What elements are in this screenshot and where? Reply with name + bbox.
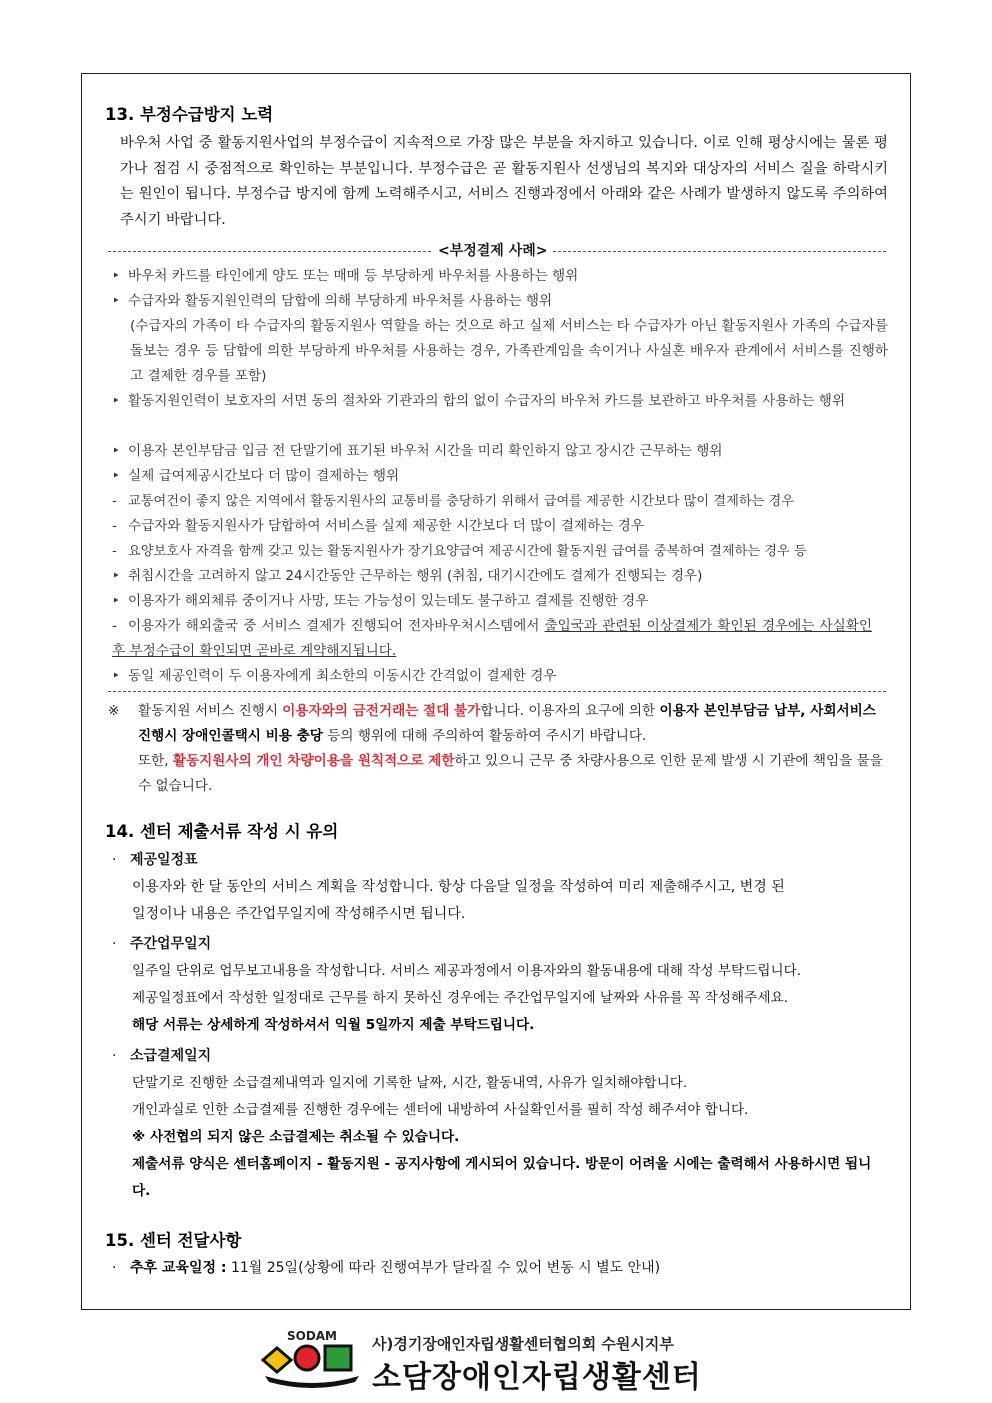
sub-title-weekly: · 주간업무일지 (112, 936, 212, 952)
red-warning-vehicle: 활동지원사의 개인 차량이용을 원칙적으로 제한 (172, 753, 455, 769)
list-item: ‣ 수급자와 활동지원인력의 담합에 의해 부당하게 바우처를 사용하는 행위 (112, 293, 553, 309)
dashed-divider-bottom (108, 691, 886, 692)
weekly-text: 일주일 단위로 업무보고내용을 작성합니다. 서비스 제공과정에서 이용자와의 활동내용에 대해 작성 부탁드립니다. 제공일정표에서 작성한 일정대로 근무를 하지 못하신 경우에는 주간업무일지에 날짜와 사유를 꼭 작성해주세요. 해당 서류는 상세하게 작성하셔서 익월 5일까지 제출 부탁드립니다. (132, 963, 802, 1033)
section-15-title: 15. 센터 전달사항 (105, 1231, 242, 1250)
underlined-warning: 출입국과 관련된 이상결제가 확인된 경우에는 사실확인 후 부정수급이 확인되면 곧바로 계약해지됩니다. (112, 618, 872, 659)
list-item: ‣ 활동지원인력이 보호자의 서면 동의 절차와 기관과의 합의 없이 수급자의 바우처 카드를 보관하고 바우처를 사용하는 행위 (112, 393, 846, 409)
plan-text: 이용자와 한 달 동안의 서비스 계획을 작성합니다. 항상 다음달 일정을 작성하여 미리 제출해주시고, 변경 된 일정이나 내용은 주간업무일지에 작성해주시면 됩니다. (132, 879, 785, 922)
list-item: ‣ 취침시간을 고려하지 않고 24시간동안 근무하는 행위 (취침, 대기시간에도 결제가 진행되는 경우) (112, 568, 703, 584)
sub-title-plan: · 제공일정표 (112, 852, 198, 868)
sub-title-retro: · 소급결제일지 (112, 1048, 212, 1064)
list-item-detail: (수급자의 가족이 타 수급자의 활동지원사 역할을 하는 것으로 하고 실제 서비스는 타 수급자가 아닌 활동지원사 가족의 수급자를 돌보는 경우 등 담합에 의한 부당하게 바우처를 사용하는 경우, 가족관계임을 속이거나 사실혼 배우자 관계에서 서비스를 진행하고 결제한 경우를 포함) (130, 318, 888, 384)
section-13-intro: 바우처 사업 중 활동지원사업의 부정수급이 지속적으로 가장 많은 부분을 차지하고 있습니다. 이로 인해 평상시에는 물론 평가나 점검 시 중점적으로 확인하는 부분입니다. 부정수급은 곧 활동지원사 선생님의 복지와 대상자의 서비스 질을 하락시키는 원인이 됩니다. 부정수급 방지에 함께 노력해주시고, 서비스 진행과정에서 아래와 같은 사례가 발생하지 않도록 주의하여 주시기 바랍니다. (120, 135, 888, 228)
list-item: ‣ 바우처 카드를 타인에게 양도 또는 매매 등 부당하게 바우처를 사용하는 행위 (112, 268, 579, 284)
fraud-cases-title: <부정결제 사례> (432, 240, 553, 260)
logo-text: SODAM (286, 1329, 338, 1343)
list-item: ‣ 동일 제공인력이 두 이용자에게 최소한의 이동시간 간격없이 결제한 경우 (112, 668, 557, 684)
education-schedule: · 추후 교육일정 : 11월 25일(상황에 따라 진행여부가 달라질 수 있어 변동 시 별도 안내) (112, 1260, 661, 1276)
list-item: ‣ 이용자 본인부담금 입금 전 단말기에 표기된 바우처 시간을 미리 확인하지 않고 장시간 근무하는 행위 (112, 443, 723, 459)
list-item: ‣ 실제 급여제공시간보다 더 많이 결제하는 행위 (112, 468, 400, 484)
footer-organization: 사)경기장애인자립생활센터협의회 수원시지부 (372, 1335, 674, 1353)
list-item: - 수급자와 활동지원사가 담합하여 서비스를 실제 제공한 시간보다 더 많이 결제하는 경우 (112, 518, 644, 534)
red-warning-cash: 이용자와의 금전거래는 절대 불가 (282, 703, 481, 719)
list-item: - 교통여건이 좋지 않은 지역에서 활동지원사의 교통비를 충당하기 위해서 급여를 제공한 시간보다 많이 결제하는 경우 (112, 494, 794, 509)
list-item-abroad: - 이용자가 해외출국 중 서비스 결제가 진행되어 전자바우처시스템에서 출입국과 관련된 이상결제가 확인된 경우에는 사실확인 후 부정수급이 확인되면 곧바로 계약해지됩니다. (112, 618, 872, 659)
section-14-title: 14. 센터 제출서류 작성 시 유의 (105, 822, 339, 841)
section-13-title: 13. 부정수급방지 노력 (105, 105, 274, 124)
retro-text: 단말기로 진행한 소급결제내역과 일지에 기록한 날짜, 시간, 활동내역, 사유가 일치해야합니다. 개인과실로 인한 소급결제를 진행한 경우에는 센터에 내방하여 사실확인서를 필히 작성 해주셔야 합니다. ※ 사전협의 되지 않은 소급결제는 취소될 수 있습니다. 제출서류 양식은 센터홈페이지 - 활동지원 - 공지사항에 게시되어 있습니다. 방문이 어려울 시에는 출력해서 사용하시면 됩니다. (132, 1075, 872, 1199)
sodam-logo (255, 1328, 370, 1390)
list-item: - 요양보호사 자격을 함께 갖고 있는 활동지원사가 장기요양급여 제공시간에 활동지원 급여를 중복하여 결제하는 경우 등 (112, 544, 807, 559)
list-item: ‣ 이용자가 해외체류 중이거나 사망, 또는 가능성이 있는데도 불구하고 결제를 진행한 경우 (112, 593, 649, 609)
caution-note: ※ 활동지원 서비스 진행시 이용자와의 금전거래는 절대 불가합니다. 이용자의 요구에 의한 이용자 본인부담금 납부, 사회서비스 진행시 장애인콜택시 비용 충당 등의 행위에 대해 주의하여 활동하여 주시기 바랍니다. 또한, 활동지원사의 개인 차량이용을 원칙적으로 제한하고 있으니 근무 중 차량사용으로 인한 문제 발생 시 기관에 책임을 물을 수 없습니다. (108, 703, 883, 794)
footer-center-name: 소담장애인자립생활센터 (372, 1360, 702, 1395)
